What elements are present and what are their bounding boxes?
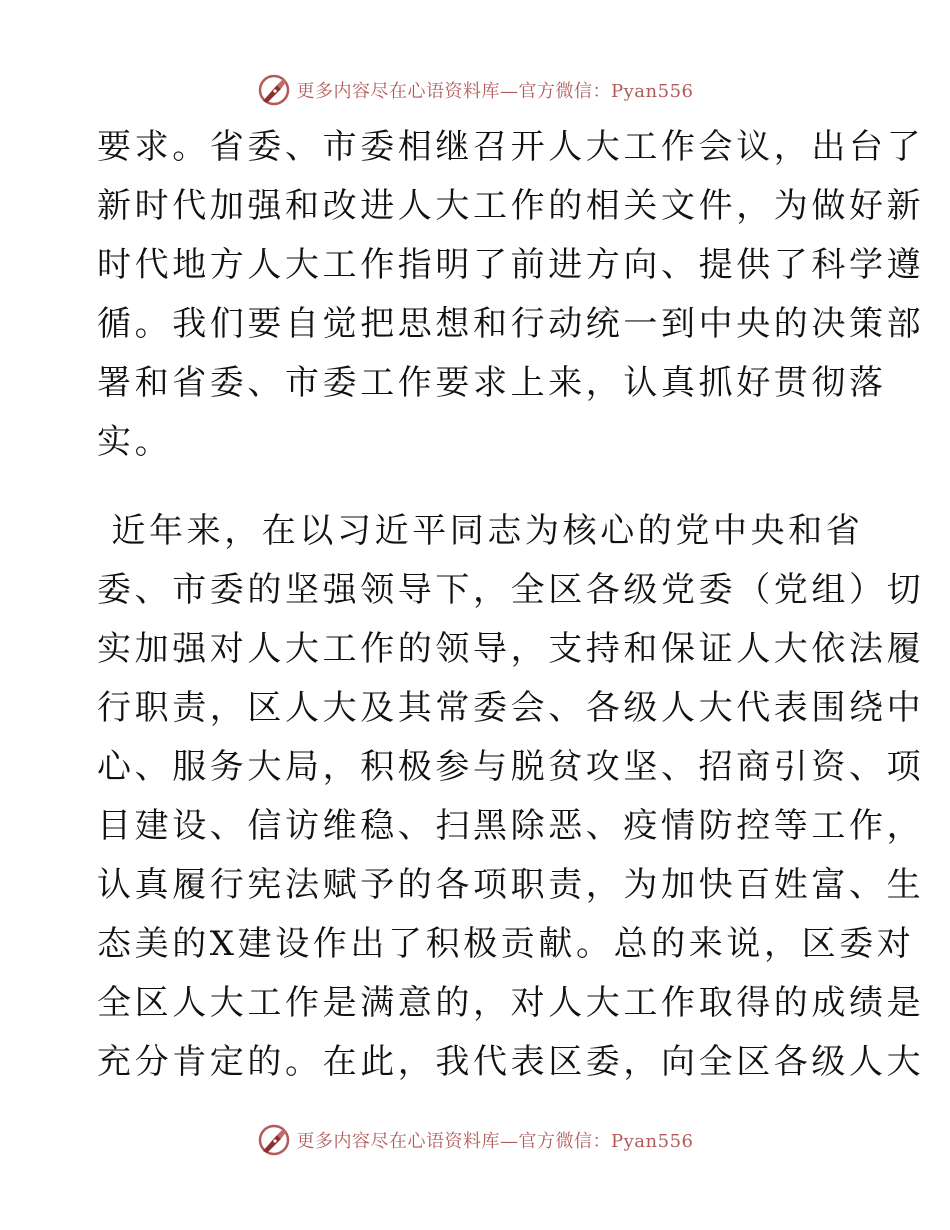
- text-line: 署和省委、市委工作要求上来，认真抓好贯彻落: [97, 363, 887, 403]
- text-line: 近年来，在以习近平同志为核心的党中央和省: [97, 511, 864, 551]
- document-body: [97, 118, 925, 1092]
- text-line: 时代地方人大工作指明了前进方向、提供了科学遵: [97, 245, 925, 285]
- text-line: 充分肯定的。在此，我代表区委，向全区各级人大: [97, 1042, 925, 1082]
- text-line: 要求。省委、市委相继召开人大工作会议，出台了: [97, 127, 925, 167]
- pen-nib-logo-icon: [257, 73, 291, 107]
- text-line: 心、服务大局，积极参与脱贫攻坚、招商引资、项: [97, 747, 925, 787]
- header-watermark: [0, 70, 950, 110]
- text-line: 实。: [97, 422, 173, 462]
- paragraph: [97, 118, 925, 472]
- pen-nib-logo-icon: [257, 1123, 291, 1157]
- text-line: 新时代加强和改进人大工作的相关文件，为做好新: [97, 186, 925, 226]
- text-line: 认真履行宪法赋予的各项职责，为加快百姓富、生: [97, 865, 925, 905]
- footer-watermark: [0, 1120, 950, 1160]
- watermark-text: 更多内容尽在心语资料库—官方微信：Pyan556: [296, 81, 694, 102]
- text-line: 态美的X建设作出了积极贡献。总的来说，区委对: [97, 924, 915, 964]
- text-line: 全区人大工作是满意的，对人大工作取得的成绩是: [97, 983, 925, 1023]
- text-line: 实加强对人大工作的领导，支持和保证人大依法履: [97, 629, 925, 669]
- paragraph: [97, 502, 925, 1092]
- paragraph-spacer: [97, 472, 857, 502]
- text-line: 目建设、信访维稳、扫黑除恶、疫情防控等工作，: [97, 806, 925, 846]
- watermark-text: 更多内容尽在心语资料库—官方微信：Pyan556: [296, 1131, 694, 1152]
- text-line: 行职责，区人大及其常委会、各级人大代表围绕中: [97, 688, 925, 728]
- text-line: 循。我们要自觉把思想和行动统一到中央的决策部: [97, 304, 925, 344]
- text-line: 委、市委的坚强领导下，全区各级党委（党组）切: [97, 570, 925, 610]
